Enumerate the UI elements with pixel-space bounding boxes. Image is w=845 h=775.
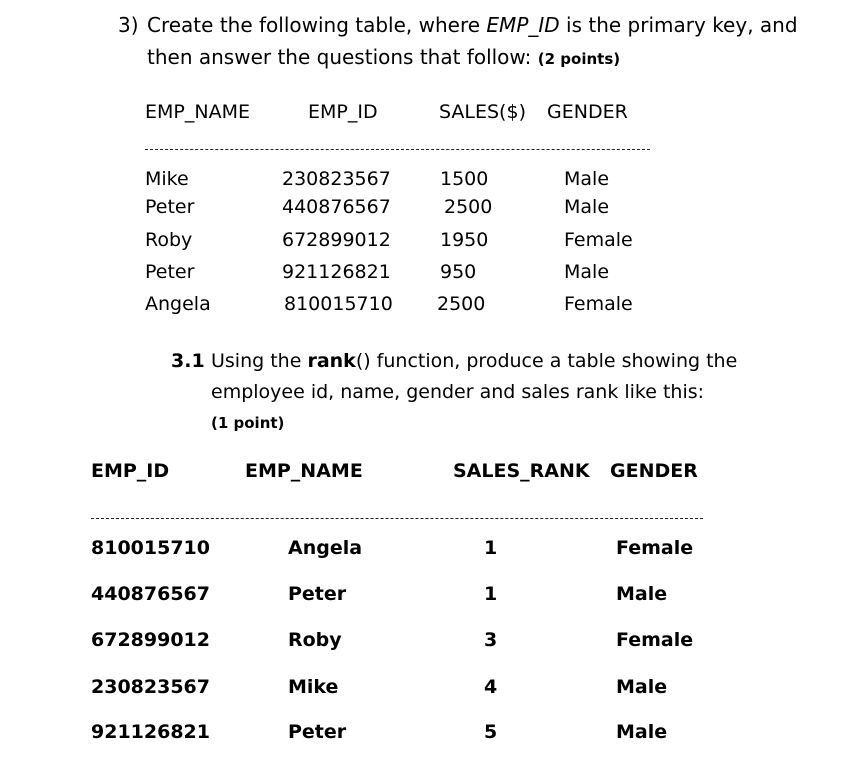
subquestion-points: (1 point) bbox=[211, 414, 285, 432]
question-number: 3) bbox=[118, 13, 139, 37]
table1-cell-id: 672899012 bbox=[282, 229, 391, 251]
table2-cell-name: Peter bbox=[288, 583, 347, 605]
table2-cell-name: Angela bbox=[288, 537, 363, 559]
table2-cell-name: Roby bbox=[288, 629, 342, 651]
table1-cell-sales: 2500 bbox=[444, 196, 493, 218]
question-line-1-emphasis: EMP_ID bbox=[486, 13, 560, 37]
table2-cell-id: 810015710 bbox=[91, 537, 210, 559]
table1-header-gender: GENDER bbox=[547, 101, 628, 123]
table2-cell-id: 230823567 bbox=[91, 676, 210, 698]
subquestion-line-1-a: Using the bbox=[211, 350, 308, 372]
table2-cell-rank: 1 bbox=[484, 583, 498, 605]
question-line-1-a: Create the following table, where bbox=[147, 13, 487, 37]
table2-header-rank: SALES_RANK bbox=[453, 460, 590, 482]
question-points: (2 points) bbox=[537, 50, 621, 68]
table2-divider bbox=[91, 518, 703, 519]
table1-cell-sales: 2500 bbox=[437, 293, 486, 315]
table1-header-name: EMP_NAME bbox=[145, 101, 250, 123]
question-line-2 bbox=[147, 45, 620, 69]
table2-cell-id: 672899012 bbox=[91, 629, 210, 651]
table1-cell-gender: Female bbox=[564, 293, 633, 315]
table2-header-id: EMP_ID bbox=[91, 460, 170, 482]
table1-cell-name: Roby bbox=[145, 229, 193, 251]
table2-cell-rank: 5 bbox=[484, 721, 498, 743]
table1-cell-gender: Male bbox=[564, 168, 610, 190]
table1-header-id: EMP_ID bbox=[308, 101, 378, 123]
table2-cell-rank: 3 bbox=[484, 629, 498, 651]
table2-cell-name: Mike bbox=[288, 676, 339, 698]
subquestion-line-1 bbox=[211, 350, 737, 372]
table1-cell-sales: 950 bbox=[440, 261, 477, 283]
table1-cell-name: Angela bbox=[145, 293, 211, 315]
table1-cell-name: Peter bbox=[145, 261, 195, 283]
table1-cell-gender: Male bbox=[564, 196, 610, 218]
table2-cell-id: 440876567 bbox=[91, 583, 210, 605]
table1-cell-gender: Male bbox=[564, 261, 610, 283]
question-line-1 bbox=[147, 13, 798, 37]
table1-cell-sales: 1950 bbox=[440, 229, 489, 251]
subquestion-line-2: employee id, name, gender and sales rank like this: bbox=[211, 381, 705, 403]
table2-cell-rank: 1 bbox=[484, 537, 498, 559]
table1-cell-name: Mike bbox=[145, 168, 189, 190]
table2-cell-name: Peter bbox=[288, 721, 347, 743]
table1-cell-sales: 1500 bbox=[440, 168, 489, 190]
table1-divider bbox=[145, 149, 650, 150]
table1-cell-gender: Female bbox=[564, 229, 633, 251]
table2-header-name: EMP_NAME bbox=[245, 460, 363, 482]
table1-cell-name: Peter bbox=[145, 196, 195, 218]
table2-cell-rank: 4 bbox=[484, 676, 498, 698]
table2-cell-gender: Female bbox=[616, 537, 694, 559]
question-line-2-text: then answer the questions that follow: bbox=[147, 45, 538, 69]
table2-cell-gender: Female bbox=[616, 629, 694, 651]
table1-cell-id: 440876567 bbox=[282, 196, 391, 218]
table2-cell-gender: Male bbox=[616, 676, 668, 698]
table2-cell-id: 921126821 bbox=[91, 721, 210, 743]
table2-cell-gender: Male bbox=[616, 583, 668, 605]
table2-cell-gender: Male bbox=[616, 721, 668, 743]
table2-header-gender: GENDER bbox=[610, 460, 698, 482]
subquestion-line-1-bold: rank bbox=[307, 350, 356, 372]
table1-cell-id: 921126821 bbox=[282, 261, 391, 283]
table1-header-sales: SALES($) bbox=[439, 101, 526, 123]
subquestion-line-1-b: () function, produce a table showing the bbox=[355, 350, 738, 372]
table1-cell-id: 230823567 bbox=[282, 168, 391, 190]
table1-cell-id: 810015710 bbox=[284, 293, 393, 315]
subquestion-number: 3.1 bbox=[171, 350, 205, 372]
question-line-1-b: is the primary key, and bbox=[559, 13, 798, 37]
